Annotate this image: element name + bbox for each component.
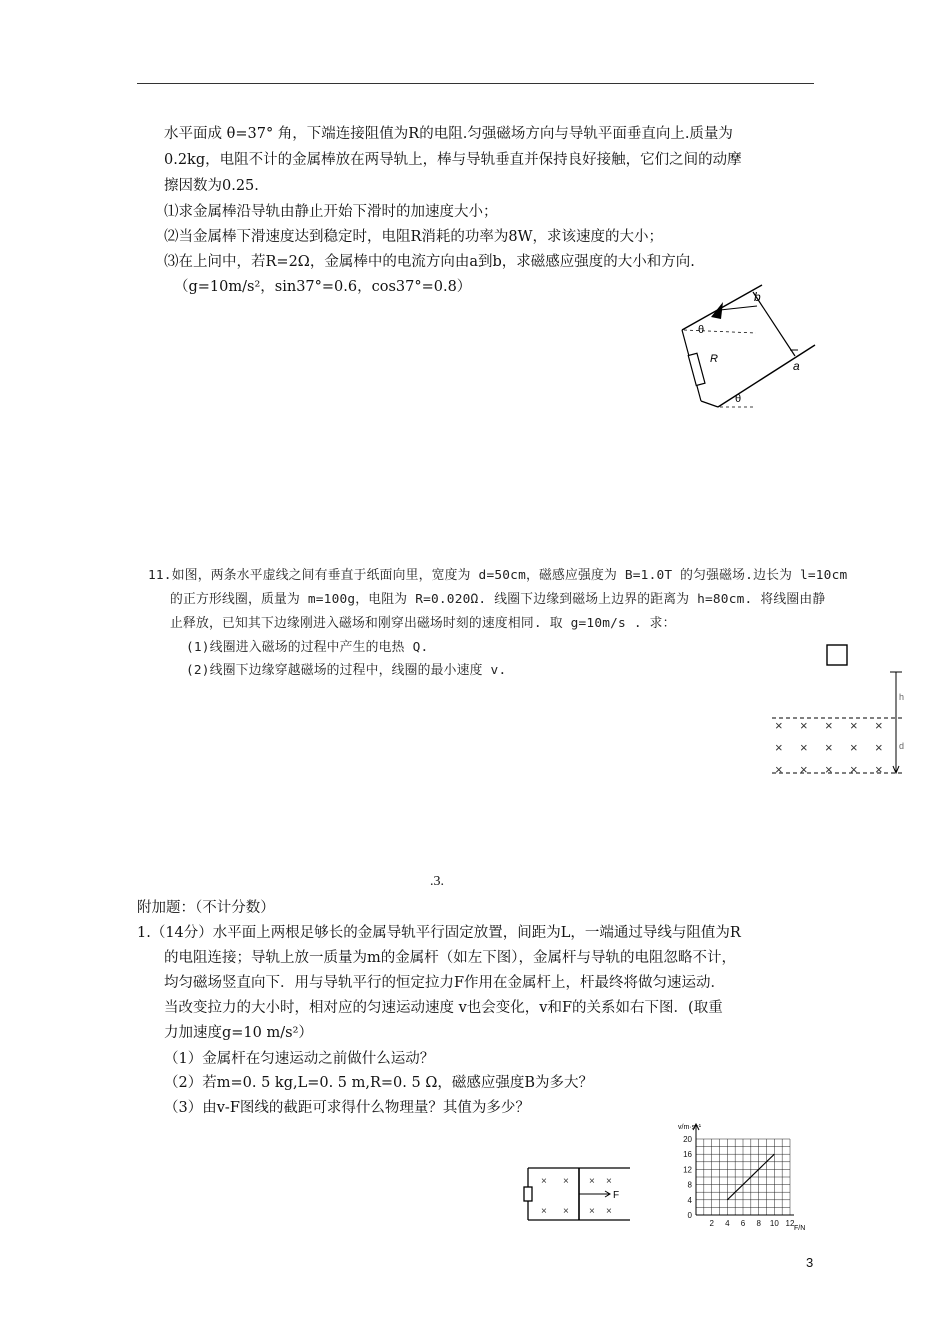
- v-f-graph: [672, 1117, 818, 1232]
- svg-text:×: ×: [563, 1206, 569, 1217]
- svg-text:×: ×: [825, 740, 833, 755]
- svg-text:×: ×: [825, 762, 833, 777]
- x-tick-label: 4: [725, 1219, 730, 1228]
- svg-text:×: ×: [541, 1206, 547, 1217]
- field-crosses: [775, 718, 883, 777]
- theta-label: θ: [698, 324, 705, 336]
- svg-text:×: ×: [606, 1206, 612, 1217]
- header-rule: [137, 83, 814, 84]
- svg-text:×: ×: [875, 762, 883, 777]
- text-line: 均匀磁场竖直向下．用与导轨平行的恒定拉力F作用在金属杆上，杆最终将做匀速运动．: [164, 975, 726, 991]
- text-line: 1.（14分）水平面上两根足够长的金属导轨平行固定放置，间距为L，一端通过导线与阻值为R: [137, 925, 741, 941]
- text-line: 的正方形线圈，质量为 m=100g，电阻为 R=0.020Ω. 线圈下边缘到磁场上边界的距离为 h=80cm. 将线圈由静: [170, 592, 826, 607]
- point-b-label: b: [754, 290, 761, 304]
- grid: [696, 1139, 790, 1215]
- text-line: 擦因数为0.25.: [164, 178, 259, 194]
- svg-text:×: ×: [589, 1176, 595, 1187]
- svg-text:×: ×: [800, 740, 808, 755]
- svg-text:×: ×: [875, 740, 883, 755]
- text-line: 11.如图，两条水平虚线之间有垂直于纸面向里，宽度为 d=50cm，磁感应强度为 B=1.0T 的匀强磁场.边长为 l=10cm: [148, 568, 848, 583]
- center-page-marker: .3.: [430, 874, 444, 889]
- svg-text:×: ×: [850, 762, 858, 777]
- y-tick-label: 0: [687, 1211, 692, 1220]
- d-label: d: [899, 741, 905, 751]
- y-tick-label: 8: [687, 1180, 692, 1190]
- question-3: （3）由v-F图线的截距可求得什么物理量？其值为多少？: [164, 1100, 530, 1116]
- svg-text:×: ×: [563, 1176, 569, 1187]
- text-line: 水平面成 θ=37° 角，下端连接阻值为R的电阻.匀强磁场方向与导轨平面垂直向上.质量为: [164, 126, 733, 142]
- rail-resistor-figure: [520, 1163, 632, 1225]
- magnetic-field-coil-figure: [770, 640, 910, 780]
- resistor-label: R: [710, 353, 718, 365]
- svg-text:×: ×: [850, 718, 858, 733]
- svg-text:×: ×: [541, 1176, 547, 1187]
- svg-text:×: ×: [875, 718, 883, 733]
- text-line: 止释放，已知其下边缘刚进入磁场和刚穿出磁场时刻的速度相同. 取 g=10m/s . 求：: [170, 616, 676, 631]
- question-2: （2）若m=0. 5 kg,L=0. 5 m,R=0. 5 Ω，磁感应强度B为多大？: [164, 1075, 594, 1091]
- x-tick-label: 8: [756, 1219, 761, 1228]
- bonus-heading: 附加题：（不计分数）: [137, 900, 275, 916]
- theta-label: θ: [735, 393, 742, 405]
- y-axis-label: v/m·s⁻¹: [678, 1124, 702, 1131]
- svg-text:×: ×: [825, 718, 833, 733]
- y-tick-label: 12: [683, 1165, 692, 1175]
- y-tick-label: 16: [683, 1150, 692, 1160]
- svg-text:×: ×: [775, 718, 783, 733]
- x-tick-label: 6: [740, 1219, 746, 1228]
- page-number: 3: [806, 1255, 814, 1270]
- field-crosses: [541, 1176, 612, 1217]
- question-3: ⑶在上问中，若R=2Ω，金属棒中的电流方向由a到b，求磁感应强度的大小和方向.: [164, 254, 695, 270]
- x-tick-label: 10: [769, 1219, 779, 1228]
- y-tick-label: 4: [687, 1195, 692, 1205]
- svg-text:×: ×: [606, 1176, 612, 1187]
- question-1: ⑴求金属棒沿导轨由静止开始下滑时的加速度大小；: [164, 204, 498, 220]
- x-tick-label: 12: [785, 1219, 795, 1228]
- force-label: F: [613, 1190, 620, 1201]
- question-2: (2)线圈下边缘穿越磁场的过程中，线圈的最小速度 v.: [186, 663, 507, 678]
- question-1: (1)线圈进入磁场的过程中产生的电热 Q.: [186, 640, 429, 655]
- text-line: 当改变拉力的大小时，相对应的匀速运动速度 v也会变化，v和F的关系如右下图．(取重: [164, 1000, 723, 1016]
- svg-text:×: ×: [850, 740, 858, 755]
- h-label: h: [899, 692, 905, 702]
- point-a-label: a: [793, 359, 800, 373]
- text-line: 0.2kg，电阻不计的金属棒放在两导轨上，棒与导轨垂直并保持良好接触，它们之间的动摩: [164, 152, 742, 168]
- x-axis-label: F/N: [794, 1225, 806, 1232]
- resistor: [524, 1187, 532, 1201]
- square-coil: [827, 645, 847, 665]
- question-1: （1）金属杆在匀速运动之前做什么运动？: [164, 1051, 435, 1067]
- x-tick-label: 2: [709, 1219, 714, 1228]
- text-line: 的电阻连接；导轨上放一质量为m的金属杆（如左下图），金属杆与导轨的电阻忽略不计，: [164, 950, 736, 966]
- svg-text:×: ×: [800, 718, 808, 733]
- svg-text:×: ×: [775, 740, 783, 755]
- inclined-rail-figure: [670, 280, 820, 415]
- svg-text:×: ×: [775, 762, 783, 777]
- given-constants: （g=10m/s²，sin37°=0.6，cos37°=0.8）: [174, 279, 472, 295]
- text-line: 力加速度g=10 m/s²）: [164, 1025, 313, 1041]
- question-2: ⑵当金属棒下滑速度达到稳定时，电阻R消耗的功率为8W，求该速度的大小；: [164, 229, 664, 245]
- y-tick-label: 20: [683, 1135, 692, 1144]
- svg-text:×: ×: [589, 1206, 595, 1217]
- svg-text:×: ×: [800, 762, 808, 777]
